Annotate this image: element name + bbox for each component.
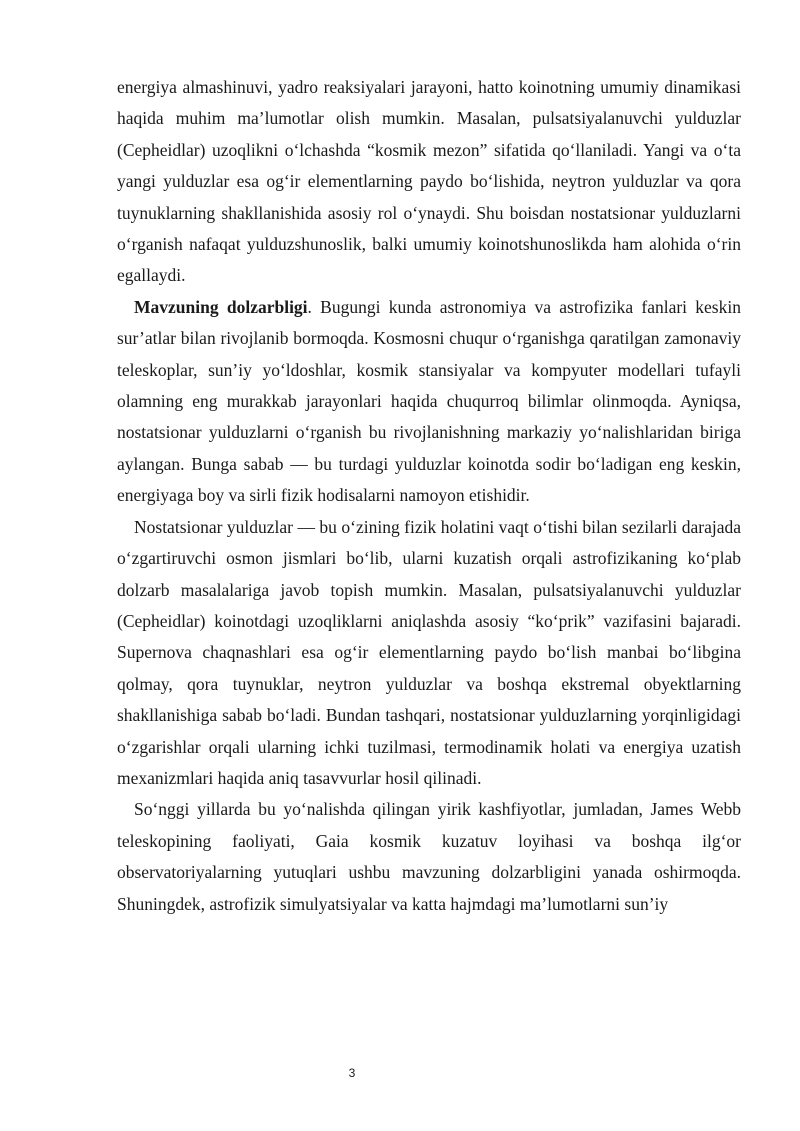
paragraph-continuation: energiya almashinuvi, yadro reaksiyalari jarayoni, hatto koinotning umumiy dinamikasi haqida muhim ma’lumotlar olish mumkin. Masalan, pulsatsiyalanuvchi yulduzlar (Cepheidlar) uzoqlikni o‘lchashda “kosmik mezon” sifatida qo‘llaniladi. Yangi va o‘ta yangi yulduzlar esa og‘ir elementlarning paydo bo‘lishida, neytron yulduzlar va qora tuynuklarning shakllanishida asosiy rol o‘ynaydi. Shu boisdan nostatsionar yulduzlarni o‘rganish nafaqat yulduzshunoslik, balki umumiy koinotshunoslikda ham alohida o‘rin egallaydi. bbox=[117, 77, 741, 286]
paragraph-recent-discoveries: So‘nggi yillarda bu yo‘nalishda qilingan yirik kashfiyotlar, jumladan, James Webb teleskopining faoliyati, Gaia kosmik kuzatuv loyihasi va boshqa ilg‘or observatoriyalarning yutuqlari ushbu mavzuning dolzarbligini yanada oshirmoqda. Shuningdek, astrofizik simulyatsiyalar va katta hajmdagi ma’lumotlarni sun’iy bbox=[117, 799, 741, 914]
document-page-body bbox=[117, 72, 741, 920]
relevance-heading: Mavzuning dolzarbligi bbox=[134, 296, 308, 317]
page-number bbox=[0, 1066, 800, 1080]
page-number-text: 3 bbox=[348, 1066, 356, 1080]
paragraph-relevance bbox=[117, 292, 741, 512]
paragraph-nonstationary-stars: Nostatsionar yulduzlar — bu o‘zining fizik holatini vaqt o‘tishi bilan sezilarli darajada o‘zgartiruvchi osmon jismlari bo‘lib, ularni kuzatish orqali astrofizikaning ko‘plab dolzarb masalalariga javob topish mumkin. Masalan, pulsatsiyalanuvchi yulduzlar (Cepheidlar) koinotdagi uzoqliklarni aniqlashda asosiy “ko‘prik” vazifasini bajaradi. Supernova chaqnashlari esa og‘ir elementlarning paydo bo‘lish manbai bo‘libgina qolmay, qora tuynuklar, neytron yulduzlar va boshqa ekstremal obyektlarning shakllanishiga sabab bo‘ladi. Bundan tashqari, nostatsionar yulduzlarning yorqinligidagi o‘zgarishlar orqali ularning ichki tuzilmasi, termodinamik holati va energiya uzatish mexanizmlari haqida aniq tasavvurlar hosil qilinadi. bbox=[117, 516, 741, 788]
relevance-text: . Bugungi kunda astronomiya va astrofizika fanlari keskin sur’atlar bilan rivojlanib bormoqda. Kosmosni chuqur o‘rganishga qaratilgan zamonaviy teleskoplar, sun’iy yo‘ldoshlar, kosmik stansiyalar va kompyuter modellari tufayli olamning eng murakkab jarayonlari haqida chuqurroq bilimlar olinmoqda. Ayniqsa, nostatsionar yulduzlarni o‘rganish bu rivojlanishning markaziy yo‘nalishlaridan biriga aylangan. Bunga sabab — bu turdagi yulduzlar koinotda sodir bo‘ladigan eng keskin, energiyaga boy va sirli fizik hodisalarni namoyon etishidir. bbox=[117, 296, 741, 506]
